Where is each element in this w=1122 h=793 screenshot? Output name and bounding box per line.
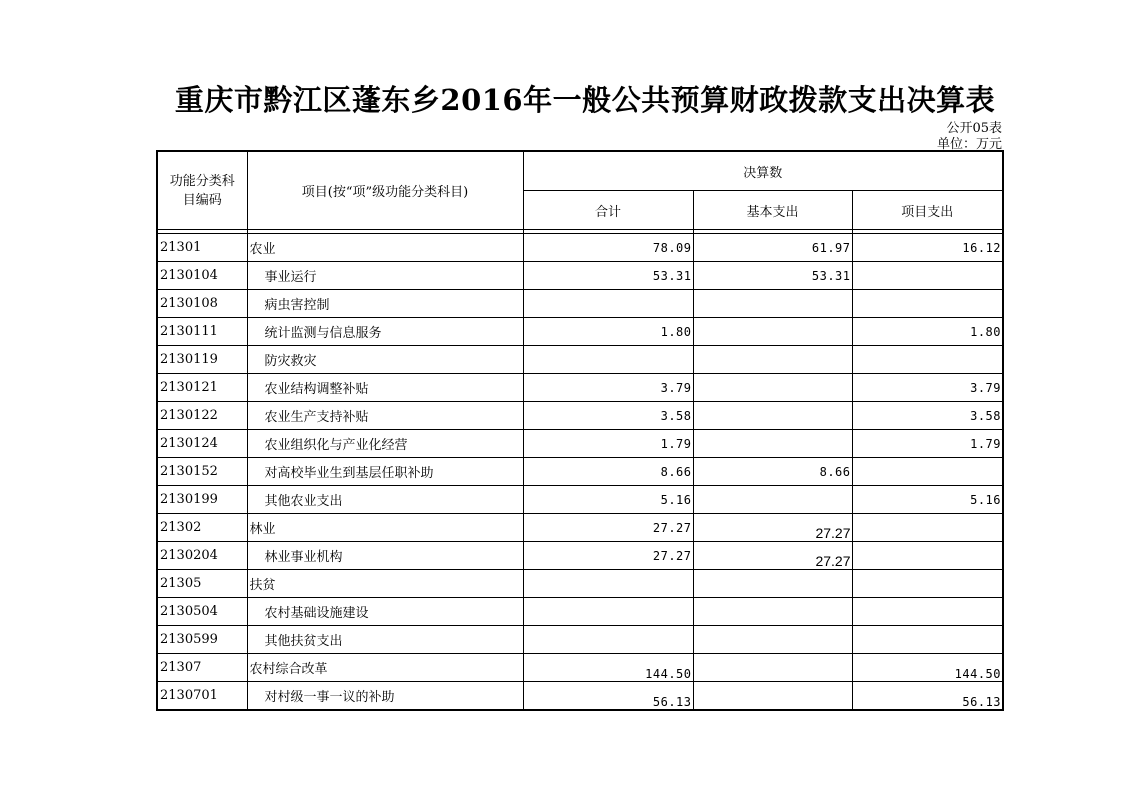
row-name: 对村级一事一议的补助 [247,682,523,711]
row-project [852,598,1003,626]
row-project: 3.79 [852,374,1003,402]
row-basic [693,486,852,514]
row-total: 27.27 [523,542,693,570]
row-name: 农村基础设施建设 [247,598,523,626]
header-item: 项目(按“项”级功能分类科目) [247,151,523,230]
row-project [852,542,1003,570]
row-project [852,570,1003,598]
row-basic [693,346,852,374]
row-project [852,514,1003,542]
row-total: 144.50 [523,654,693,682]
table-row [157,402,1003,430]
row-name: 林业事业机构 [247,542,523,570]
table-row [157,458,1003,486]
report-title: 重庆市黔江区蓬东乡2016年一般公共预算财政拨款支出决算表 [174,83,996,117]
row-project: 1.79 [852,430,1003,458]
row-project: 1.80 [852,318,1003,346]
form-number: 公开05表 [946,121,1002,136]
header-basic: 基本支出 [693,191,852,230]
row-total: 3.58 [523,402,693,430]
row-project [852,346,1003,374]
row-project: 3.58 [852,402,1003,430]
row-project: 144.50 [852,654,1003,682]
header-final: 决算数 [523,151,1003,191]
row-basic: 27.27 [693,514,852,542]
row-project: 16.12 [852,234,1003,262]
row-basic: 61.97 [693,234,852,262]
row-basic [693,626,852,654]
table-row [157,598,1003,626]
table-row [157,430,1003,458]
table-row [157,234,1003,262]
row-code: 21305 [157,570,247,598]
row-code: 21307 [157,654,247,682]
row-code: 2130124 [157,430,247,458]
row-basic [693,402,852,430]
row-basic [693,290,852,318]
row-name: 统计监测与信息服务 [247,318,523,346]
row-name: 农业生产支持补贴 [247,402,523,430]
row-name: 其他农业支出 [247,486,523,514]
row-code: 2130152 [157,458,247,486]
row-basic [693,430,852,458]
table-row [157,682,1003,711]
row-basic: 27.27 [693,542,852,570]
unit-label: 单位：万元 [936,137,1002,152]
row-total: 3.79 [523,374,693,402]
row-total: 53.31 [523,262,693,290]
row-basic: 53.31 [693,262,852,290]
table-row [157,654,1003,682]
row-code: 2130119 [157,346,247,374]
row-total: 1.80 [523,318,693,346]
row-name: 农业结构调整补贴 [247,374,523,402]
row-code: 2130111 [157,318,247,346]
row-total: 8.66 [523,458,693,486]
row-total: 27.27 [523,514,693,542]
row-basic [693,598,852,626]
row-project: 56.13 [852,682,1003,711]
row-total: 1.79 [523,430,693,458]
table-row [157,542,1003,570]
row-project [852,290,1003,318]
table-row [157,318,1003,346]
table-row [157,626,1003,654]
header-code: 功能分类科目编码 [157,151,247,230]
table-row [157,262,1003,290]
table-row [157,374,1003,402]
row-total: 78.09 [523,234,693,262]
row-name: 农业组织化与产业化经营 [247,430,523,458]
row-total: 56.13 [523,682,693,711]
row-name: 农业 [247,234,523,262]
row-basic [693,318,852,346]
row-basic [693,374,852,402]
header-project: 项目支出 [852,191,1003,230]
row-name: 其他扶贫支出 [247,626,523,654]
budget-table [156,150,1004,711]
row-project: 5.16 [852,486,1003,514]
row-basic [693,570,852,598]
header-total: 合计 [523,191,693,230]
row-code: 2130504 [157,598,247,626]
row-project [852,626,1003,654]
row-name: 农村综合改革 [247,654,523,682]
table-row [157,346,1003,374]
table-row [157,570,1003,598]
row-code: 2130199 [157,486,247,514]
row-basic: 8.66 [693,458,852,486]
row-total [523,570,693,598]
row-basic [693,682,852,711]
row-project [852,458,1003,486]
row-code: 21301 [157,234,247,262]
row-name: 防灾救灾 [247,346,523,374]
row-total [523,346,693,374]
row-name: 病虫害控制 [247,290,523,318]
row-code: 2130599 [157,626,247,654]
row-total [523,290,693,318]
row-total [523,598,693,626]
row-code: 2130108 [157,290,247,318]
row-code: 2130204 [157,542,247,570]
row-project [852,262,1003,290]
row-code: 2130701 [157,682,247,711]
table-row [157,290,1003,318]
table-row [157,514,1003,542]
row-total: 5.16 [523,486,693,514]
row-total [523,626,693,654]
row-basic [693,654,852,682]
row-code: 2130121 [157,374,247,402]
row-code: 2130122 [157,402,247,430]
row-name: 事业运行 [247,262,523,290]
row-name: 林业 [247,514,523,542]
row-name: 对高校毕业生到基层任职补助 [247,458,523,486]
row-code: 21302 [157,514,247,542]
table-row [157,486,1003,514]
row-name: 扶贫 [247,570,523,598]
row-code: 2130104 [157,262,247,290]
